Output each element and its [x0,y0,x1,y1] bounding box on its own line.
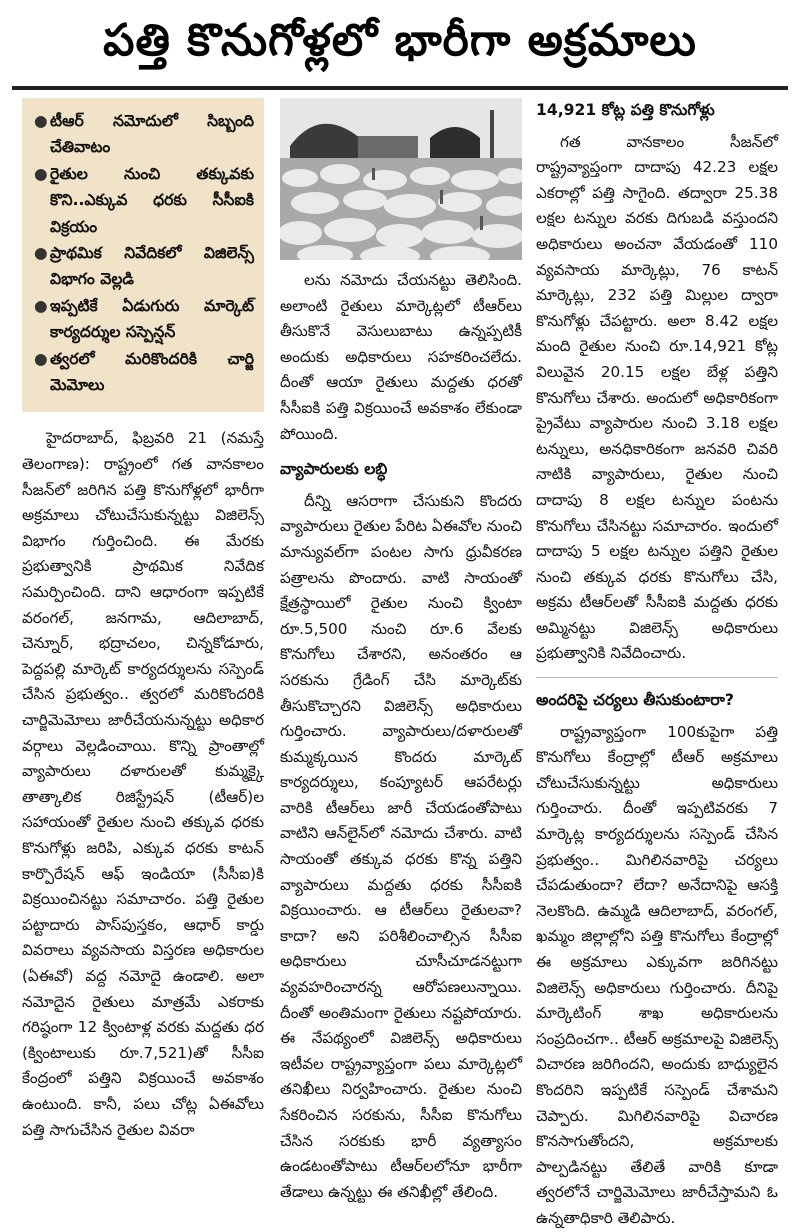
highlight-text: త్వరలో మరికొందరికి చార్జి మెమోలు [50,349,254,395]
article-body-col2-part2: దీన్ని ఆసరాగా చేసుకుని కొందరు వ్యాపారులు రైతుల పేరిట ఏఈవోల నుంచి మాన్యువల్‌గా పంటల సాగు ధ్రువీకరణ పత్రాలను పొందారు. వాటి సాయంతో క్షేత్రస్థాయిలో రైతుల నుంచి క్వింటా రూ.5,500 నుంచి రూ.6 వేలకు కొనుగోలు చేశారని, అనంతరం ఆ సరకును గ్రేడింగ్ చేసి మార్కెట్‌కు తీసుకొచ్చారని విజిలెన్స్ అధికారులు గుర్తించారు. వ్యాపారులు/దళారులతో కుమ్మక్కయిన కొందరు మార్కెట్ కార్యదర్శులు, కంప్యూటర్ ఆపరేటర్లు వారికి టీఆర్‌లు జారీ చేయడంతోపాటు వాటిని ఆన్‌లైన్‌లో నమోదు చేశారు. వాటి సాయంతో తక్కువ ధరకు కొన్న పత్తిని వ్యాపారులు మద్దతు ధరకు సీసీఐకి విక్రయించారు. ఆ టీఆర్‌లు రైతులవా? కాదా? అని పరిశీలించాల్సిన సీసీఐ అధికారులు చూసీచూడనట్టుగా వ్యవహరించారన్న ఆరోపణలున్నాయి. దీంతో అంతిమంగా రైతులు నష్టపోయారు. ఈ నేపథ్యంలో విజిలెన్స్ అధికారులు ఇటీవల రాష్ట్రవ్యాప్తంగా పలు మార్కెట్లలో తనిఖీలు నిర్వహించారు. రైతుల నుంచి సేకరించిన సరకును, సీసీఐ కొనుగోలు చేసిన సరకుకు భారీ వ్యత్యాసం ఉండటంతోపాటు టీఆర్‌లలోనూ భారీగా తేడాలు ఉన్నట్టు ఈ తనిఖీల్లో తేలింది. [280,491,522,1201]
bullet-icon: ● [34,296,48,315]
bullet-icon: ● [34,112,48,130]
highlight-text: ప్రాథమిక నివేదికలో విజిలెన్స్ విభాగం వెల్లడి [50,244,254,289]
highlight-text: టీఆర్ నమోదులో సిబ్బంది చేతివాటం [50,112,254,157]
column-left [22,98,264,1143]
highlights-box [22,98,264,412]
headline: పత్తి కొనుగోళ్లలో భారీగా అక్రమాలు [12,6,788,90]
photo-illustration [280,98,522,260]
highlight-item [32,161,254,240]
divider [536,677,778,678]
highlight-item [32,240,254,293]
article-body-col1: హైదరాబాద్, ఫిబ్రవరి 21 (నమస్తే తెలంగాణ): రాష్ట్రంలో గత వానకాలం సీజన్‌లో జరిగిన పత్తి కొనుగోళ్లలో భారీగా అక్రమాలు చోటుచేసుకున్నట్టు విజిలెన్స్ విభాగం గుర్తించింది. ఈ మేరకు ప్రభుత్వానికి ప్రాథమిక నివేదిక సమర్పించింది. దాని ఆధారంగా ఇప్పటికే వరంగల్, జనగామ, ఆదిలాబాద్, చెన్నూర్, భద్రాచలం, చిన్నకోడూరు, పెద్దపల్లి మార్కెట్ కార్యదర్శులను సస్పెండ్ చేసిన ప్రభుత్వం.. త్వరలో మరికొందరికి చార్జిమెమోలు జారీచేయనున్నట్టు అధికార వర్గాలు వెల్లడించాయి. కొన్ని ప్రాంతాల్లో వ్యాపారులు దళారులతో కుమ్మక్కై తాత్కాలిక రిజిస్ట్రేషన్ (టీఆర్)ల సహాయంతో రైతుల నుంచి తక్కువ ధరకు కొనుగోళ్లు జరిపి, ఎక్కువ ధరకు కాటన్ కార్పొరేషన్ ఆఫ్ ఇండియా (సీసీఐ)కి విక్రయించినట్టు సమాచారం. పత్తి రైతుల పట్టాదారు పాస్‌పుస్తకం, ఆధార్ కార్డు వివరాలు వ్యవసాయ విస్తరణ అధికారుల (ఏఈవో) వద్ద నమోదై ఉండాలి. అలా నమోదైన రైతులు మాత్రమే ఎకరాకు గరిష్ఠంగా 12 క్వింటాళ్ల వరకు మద్దతు ధర (క్వింటాలుకు రూ.7,521)తో సీసీఐ కేంద్రంలో పత్తిని విక్రయించే అవకాశం ఉంటుంది. కానీ, పలు చోట్ల ఏఈవోలు పత్తి సాగుచేసిన రైతుల వివరా [22,429,264,1139]
column-right [536,98,778,1232]
highlight-item [32,293,254,346]
bullet-icon: ● [34,244,48,263]
highlight-item [32,108,254,161]
cotton-market-photo [280,98,522,260]
subheading-actions: అందరిపై చర్యలు తీసుకుంటారా? [536,691,734,710]
column-middle [280,98,522,1205]
highlight-text: రైతుల నుంచి తక్కువకు కొని..ఎక్కువ ధరకు సీసీఐకి విక్రయం [50,164,254,236]
subheading-traders-benefit: వ్యాపారులకు లబ్ధి [280,460,388,479]
highlight-item [32,346,254,399]
article-body-col3-part1: గత వానకాలం సీజన్‌లో రాష్ట్రవ్యాప్తంగా దాదాపు 42.23 లక్షల ఎకరాల్లో పత్తి సాగైంది. తద్వారా 25.38 లక్షల టన్నుల వరకు దిగుబడి వస్తుందని అధికారులు అంచనా వేయడంతో 110 వ్యవసాయ మార్కెట్లు, 76 కాటన్ మార్కెట్లు, 232 పత్తి మిల్లుల ద్వారా కొనుగోళ్లు చేపట్టారు. అలా 8.42 లక్షల మంది రైతుల నుంచి రూ.14,921 కోట్ల విలువైన 20.15 లక్షల బేళ్ల పత్తిని కొనుగోలు చేశారు. అందులో అధికారికంగా ప్రైవేటు వ్యాపారుల నుంచి 3.18 లక్షల టన్నులు, అనధికారికంగా జనవరి చివరి నాటికి వ్యాపారులు, రైతుల నుంచి దాదాపు 8 లక్షల టన్నుల పంటను కొనుగోలు చేసినట్టు సమాచారం. ఇందులో దాదాపు 5 లక్షల టన్నుల పత్తిని రైతుల నుంచి తక్కువ ధరకు కొనుగోలు చేసి, అక్రమ టీఆర్‌లతో సీసీఐకి మద్దతు ధరకు అమ్మినట్టు విజిలెన్స్ అధికారులు ప్రభుత్వానికి నివేదించారు. [536,132,778,663]
article-body-col2-part1: లను నమోదు చేయనట్టు తెలిసింది. అలాంటి రైతులు మార్కెట్లలో టీఆర్‌లు తీసుకొనే వెసులుబాటు ఉన్నప్పటికీ అందుకు అధికారులు సహకరించలేదు. దీంతో ఆయా రైతులు మద్దతు ధరతో సీసీఐకి పత్తి విక్రయించే అవకాశం లేకుండా పోయింది. [280,271,522,443]
bullet-icon: ● [34,164,48,183]
bullet-icon: ● [34,349,48,368]
highlight-text: ఇప్పటికే ఏడుగురు మార్కెట్ కార్యదర్శుల సస్పెన్షన్ [50,296,254,342]
highlights-list [32,108,254,398]
subheading-purchases: 14,921 కోట్ల పత్తి కొనుగోళ్లు [536,101,715,119]
article-body-col3-part2: రాష్ట్రవ్యాప్తంగా 100కుపైగా పత్తి కొనుగోలు కేంద్రాల్లో టీఆర్ అక్రమాలు చోటుచేసుకున్నట్టు అధికారులు గుర్తించారు. దీంతో ఇప్పటివరకు 7 మార్కెట్ల కార్యదర్శులను సస్పెండ్ చేసిన ప్రభుత్వం.. మిగిలినవారిపై చర్యలు చేపడుతుందా? లేదా? అనేదానిపై ఆసక్తి నెలకొంది. ఉమ్మడి ఆదిలాబాద్, వరంగల్, ఖమ్మం జిల్లాల్లోని పత్తి కొనుగోలు కేంద్రాల్లో ఈ అక్రమాలు ఎక్కువగా జరిగినట్టు విజిలెన్స్ అధికారులు గుర్తించారు. దీనిపై మార్కెటింగ్ శాఖ అధికారులను సంప్రదించగా.. టీఆర్ అక్రమాలపై విజిలెన్స్ విచారణ జరిగిందని, అందుకు బాధ్యులైన కొందరిని ఇప్పటికే సస్పెండ్ చేశామని చెప్పారు. మిగిలినవారిపై విచారణ కొనసాగుతోందని, అక్రమాలకు పాల్పడినట్టు తేలితే వారికి కూడా త్వరలోనే చార్జిమెమోలు జారీచేస్తామని ఓ ఉన్నతాధికారి తెలిపారు. [536,722,778,1227]
